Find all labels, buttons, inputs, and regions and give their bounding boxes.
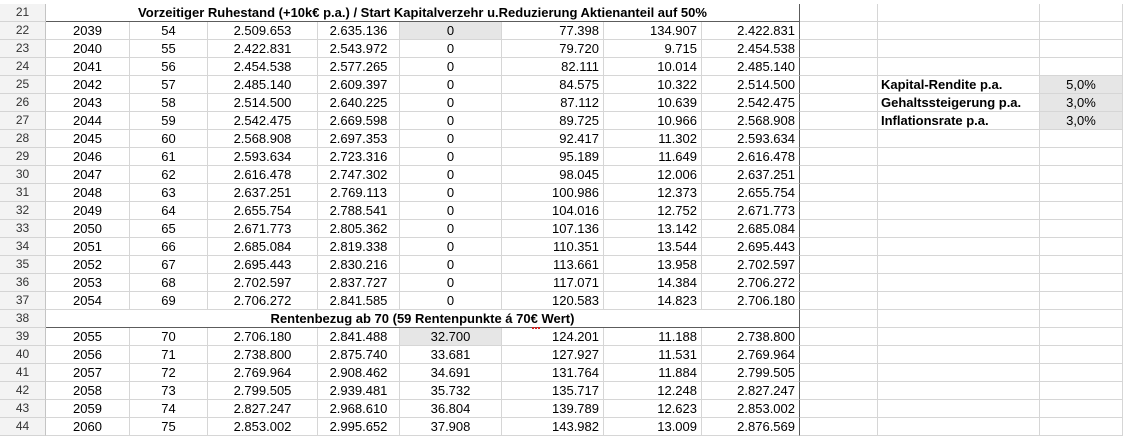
table-cell[interactable]: 9.715 bbox=[604, 40, 702, 58]
parameter-value[interactable]: 3,0% bbox=[1040, 112, 1123, 130]
table-cell[interactable]: 2.841.488 bbox=[318, 328, 400, 346]
empty-cell[interactable] bbox=[800, 148, 878, 166]
parameter-label[interactable]: Gehaltssteigerung p.a. bbox=[878, 94, 1040, 112]
table-cell[interactable]: 2053 bbox=[46, 274, 130, 292]
row-header[interactable]: 37 bbox=[0, 292, 46, 310]
table-cell[interactable]: 139.789 bbox=[502, 400, 604, 418]
empty-cell[interactable] bbox=[878, 274, 1040, 292]
empty-cell[interactable] bbox=[800, 184, 878, 202]
table-cell[interactable]: 10.639 bbox=[604, 94, 702, 112]
table-cell[interactable]: 2051 bbox=[46, 238, 130, 256]
parameter-value[interactable]: 3,0% bbox=[1040, 94, 1123, 112]
empty-cell[interactable] bbox=[878, 256, 1040, 274]
table-cell[interactable]: 2.485.140 bbox=[702, 58, 800, 76]
row-header[interactable]: 31 bbox=[0, 184, 46, 202]
empty-cell[interactable] bbox=[800, 166, 878, 184]
empty-cell[interactable] bbox=[1040, 364, 1123, 382]
table-cell[interactable]: 11.188 bbox=[604, 328, 702, 346]
table-cell[interactable]: 2045 bbox=[46, 130, 130, 148]
table-cell[interactable]: 0 bbox=[400, 58, 502, 76]
table-cell[interactable]: 2.841.585 bbox=[318, 292, 400, 310]
table-cell[interactable]: 131.764 bbox=[502, 364, 604, 382]
table-cell[interactable]: 2.702.597 bbox=[702, 256, 800, 274]
row-header[interactable]: 26 bbox=[0, 94, 46, 112]
table-cell[interactable]: 117.071 bbox=[502, 274, 604, 292]
empty-cell[interactable] bbox=[1040, 274, 1123, 292]
empty-cell[interactable] bbox=[800, 94, 878, 112]
table-cell[interactable]: 2039 bbox=[46, 22, 130, 40]
row-header[interactable]: 36 bbox=[0, 274, 46, 292]
table-cell[interactable]: 134.907 bbox=[604, 22, 702, 40]
table-cell[interactable]: 2056 bbox=[46, 346, 130, 364]
table-cell[interactable]: 2058 bbox=[46, 382, 130, 400]
table-cell[interactable]: 2.995.652 bbox=[318, 418, 400, 436]
table-cell[interactable]: 68 bbox=[130, 274, 208, 292]
empty-cell[interactable] bbox=[800, 130, 878, 148]
table-cell[interactable]: 2059 bbox=[46, 400, 130, 418]
empty-cell[interactable] bbox=[800, 364, 878, 382]
row-header[interactable]: 29 bbox=[0, 148, 46, 166]
table-cell[interactable]: 2.485.140 bbox=[208, 76, 318, 94]
empty-cell[interactable] bbox=[800, 76, 878, 94]
table-cell[interactable]: 63 bbox=[130, 184, 208, 202]
table-cell[interactable]: 2.637.251 bbox=[702, 166, 800, 184]
table-cell[interactable]: 2.827.247 bbox=[208, 400, 318, 418]
table-cell[interactable]: 2.609.397 bbox=[318, 76, 400, 94]
table-cell[interactable]: 2049 bbox=[46, 202, 130, 220]
row-header[interactable]: 23 bbox=[0, 40, 46, 58]
table-cell[interactable]: 2.875.740 bbox=[318, 346, 400, 364]
table-cell[interactable]: 2.640.225 bbox=[318, 94, 400, 112]
table-cell[interactable]: 33.681 bbox=[400, 346, 502, 364]
table-cell[interactable]: 2.769.964 bbox=[208, 364, 318, 382]
row-header[interactable]: 27 bbox=[0, 112, 46, 130]
row-header[interactable]: 44 bbox=[0, 418, 46, 436]
table-cell[interactable]: 12.752 bbox=[604, 202, 702, 220]
table-cell[interactable]: 127.927 bbox=[502, 346, 604, 364]
table-cell[interactable]: 2.671.773 bbox=[208, 220, 318, 238]
table-cell[interactable]: 37.908 bbox=[400, 418, 502, 436]
table-cell[interactable]: 62 bbox=[130, 166, 208, 184]
table-cell[interactable]: 2.819.338 bbox=[318, 238, 400, 256]
table-cell[interactable]: 71 bbox=[130, 346, 208, 364]
empty-cell[interactable] bbox=[878, 346, 1040, 364]
table-cell[interactable]: 2.568.908 bbox=[208, 130, 318, 148]
empty-cell[interactable] bbox=[1040, 22, 1123, 40]
table-cell[interactable]: 100.986 bbox=[502, 184, 604, 202]
table-cell[interactable]: 12.623 bbox=[604, 400, 702, 418]
table-cell[interactable]: 2.542.475 bbox=[208, 112, 318, 130]
empty-cell[interactable] bbox=[1040, 400, 1123, 418]
table-cell[interactable]: 135.717 bbox=[502, 382, 604, 400]
table-cell[interactable]: 2.593.634 bbox=[702, 130, 800, 148]
table-cell[interactable]: 0 bbox=[400, 274, 502, 292]
table-cell[interactable]: 2.788.541 bbox=[318, 202, 400, 220]
section-header-cell[interactable]: Vorzeitiger Ruhestand (+10k€ p.a.) / Start Kapitalverzehr u.Reduzierung Aktienanteil auf 50% bbox=[46, 4, 800, 22]
empty-cell[interactable] bbox=[800, 346, 878, 364]
table-cell[interactable]: 2.577.265 bbox=[318, 58, 400, 76]
table-cell[interactable]: 0 bbox=[400, 22, 502, 40]
parameter-label[interactable]: Kapital-Rendite p.a. bbox=[878, 76, 1040, 94]
empty-cell[interactable] bbox=[878, 292, 1040, 310]
table-cell[interactable]: 2044 bbox=[46, 112, 130, 130]
table-cell[interactable]: 0 bbox=[400, 256, 502, 274]
table-cell[interactable]: 2.509.653 bbox=[208, 22, 318, 40]
table-cell[interactable]: 2042 bbox=[46, 76, 130, 94]
table-cell[interactable]: 2.706.272 bbox=[208, 292, 318, 310]
table-cell[interactable]: 84.575 bbox=[502, 76, 604, 94]
empty-cell[interactable] bbox=[800, 112, 878, 130]
empty-cell[interactable] bbox=[800, 40, 878, 58]
table-cell[interactable]: 79.720 bbox=[502, 40, 604, 58]
table-cell[interactable]: 13.009 bbox=[604, 418, 702, 436]
table-cell[interactable]: 2.635.136 bbox=[318, 22, 400, 40]
table-cell[interactable]: 2.669.598 bbox=[318, 112, 400, 130]
table-cell[interactable]: 2.422.831 bbox=[208, 40, 318, 58]
table-cell[interactable]: 34.691 bbox=[400, 364, 502, 382]
row-header[interactable]: 38 bbox=[0, 310, 46, 328]
table-cell[interactable]: 11.302 bbox=[604, 130, 702, 148]
empty-cell[interactable] bbox=[800, 328, 878, 346]
table-cell[interactable]: 74 bbox=[130, 400, 208, 418]
empty-cell[interactable] bbox=[878, 310, 1040, 328]
empty-cell[interactable] bbox=[800, 310, 878, 328]
row-header[interactable]: 30 bbox=[0, 166, 46, 184]
empty-cell[interactable] bbox=[878, 148, 1040, 166]
table-cell[interactable]: 2.706.272 bbox=[702, 274, 800, 292]
table-cell[interactable]: 0 bbox=[400, 202, 502, 220]
empty-cell[interactable] bbox=[1040, 148, 1123, 166]
table-cell[interactable]: 2.514.500 bbox=[702, 76, 800, 94]
table-cell[interactable]: 2.799.505 bbox=[208, 382, 318, 400]
table-cell[interactable]: 2.695.443 bbox=[208, 256, 318, 274]
empty-cell[interactable] bbox=[878, 202, 1040, 220]
table-cell[interactable]: 0 bbox=[400, 238, 502, 256]
table-cell[interactable]: 2043 bbox=[46, 94, 130, 112]
empty-cell[interactable] bbox=[878, 130, 1040, 148]
empty-cell[interactable] bbox=[1040, 328, 1123, 346]
empty-cell[interactable] bbox=[1040, 418, 1123, 436]
table-cell[interactable]: 2.568.908 bbox=[702, 112, 800, 130]
row-header[interactable]: 28 bbox=[0, 130, 46, 148]
row-header[interactable]: 22 bbox=[0, 22, 46, 40]
table-cell[interactable]: 2.685.084 bbox=[702, 220, 800, 238]
table-cell[interactable]: 2.514.500 bbox=[208, 94, 318, 112]
table-cell[interactable]: 0 bbox=[400, 184, 502, 202]
empty-cell[interactable] bbox=[878, 40, 1040, 58]
table-cell[interactable]: 58 bbox=[130, 94, 208, 112]
row-header[interactable]: 33 bbox=[0, 220, 46, 238]
table-cell[interactable]: 32.700 bbox=[400, 328, 502, 346]
empty-cell[interactable] bbox=[878, 400, 1040, 418]
table-cell[interactable]: 89.725 bbox=[502, 112, 604, 130]
table-cell[interactable]: 2.655.754 bbox=[208, 202, 318, 220]
empty-cell[interactable] bbox=[1040, 256, 1123, 274]
table-cell[interactable]: 2040 bbox=[46, 40, 130, 58]
table-cell[interactable]: 2.799.505 bbox=[702, 364, 800, 382]
empty-cell[interactable] bbox=[878, 58, 1040, 76]
row-header[interactable]: 41 bbox=[0, 364, 46, 382]
empty-cell[interactable] bbox=[1040, 130, 1123, 148]
empty-cell[interactable] bbox=[1040, 310, 1123, 328]
table-cell[interactable]: 14.384 bbox=[604, 274, 702, 292]
empty-cell[interactable] bbox=[800, 220, 878, 238]
table-cell[interactable]: 67 bbox=[130, 256, 208, 274]
row-header[interactable]: 43 bbox=[0, 400, 46, 418]
table-cell[interactable]: 77.398 bbox=[502, 22, 604, 40]
table-cell[interactable]: 2047 bbox=[46, 166, 130, 184]
table-cell[interactable]: 2.671.773 bbox=[702, 202, 800, 220]
table-cell[interactable]: 0 bbox=[400, 76, 502, 94]
table-cell[interactable]: 11.531 bbox=[604, 346, 702, 364]
row-header[interactable]: 39 bbox=[0, 328, 46, 346]
table-cell[interactable]: 110.351 bbox=[502, 238, 604, 256]
table-cell[interactable]: 2.695.443 bbox=[702, 238, 800, 256]
table-cell[interactable]: 35.732 bbox=[400, 382, 502, 400]
table-cell[interactable]: 2.593.634 bbox=[208, 148, 318, 166]
table-cell[interactable]: 2.939.481 bbox=[318, 382, 400, 400]
table-cell[interactable]: 0 bbox=[400, 220, 502, 238]
empty-cell[interactable] bbox=[1040, 4, 1123, 22]
empty-cell[interactable] bbox=[878, 184, 1040, 202]
empty-cell[interactable] bbox=[800, 202, 878, 220]
empty-cell[interactable] bbox=[800, 292, 878, 310]
table-cell[interactable]: 2.542.475 bbox=[702, 94, 800, 112]
empty-cell[interactable] bbox=[800, 256, 878, 274]
table-cell[interactable]: 12.006 bbox=[604, 166, 702, 184]
empty-cell[interactable] bbox=[800, 4, 878, 22]
table-cell[interactable]: 2.805.362 bbox=[318, 220, 400, 238]
empty-cell[interactable] bbox=[800, 22, 878, 40]
table-cell[interactable]: 143.982 bbox=[502, 418, 604, 436]
parameter-value[interactable]: 5,0% bbox=[1040, 76, 1123, 94]
row-header[interactable]: 32 bbox=[0, 202, 46, 220]
table-cell[interactable]: 2.685.084 bbox=[208, 238, 318, 256]
table-cell[interactable]: 2.454.538 bbox=[702, 40, 800, 58]
table-cell[interactable]: 2.702.597 bbox=[208, 274, 318, 292]
table-cell[interactable]: 107.136 bbox=[502, 220, 604, 238]
table-cell[interactable]: 2.454.538 bbox=[208, 58, 318, 76]
table-cell[interactable]: 65 bbox=[130, 220, 208, 238]
empty-cell[interactable] bbox=[800, 58, 878, 76]
table-cell[interactable]: 2.706.180 bbox=[208, 328, 318, 346]
table-cell[interactable]: 92.417 bbox=[502, 130, 604, 148]
table-cell[interactable]: 2.830.216 bbox=[318, 256, 400, 274]
empty-cell[interactable] bbox=[800, 274, 878, 292]
table-cell[interactable]: 95.189 bbox=[502, 148, 604, 166]
table-cell[interactable]: 2.706.180 bbox=[702, 292, 800, 310]
empty-cell[interactable] bbox=[800, 400, 878, 418]
row-header[interactable]: 40 bbox=[0, 346, 46, 364]
table-cell[interactable]: 0 bbox=[400, 94, 502, 112]
table-cell[interactable]: 11.884 bbox=[604, 364, 702, 382]
table-cell[interactable]: 13.958 bbox=[604, 256, 702, 274]
table-cell[interactable]: 82.111 bbox=[502, 58, 604, 76]
table-cell[interactable]: 54 bbox=[130, 22, 208, 40]
table-cell[interactable]: 14.823 bbox=[604, 292, 702, 310]
empty-cell[interactable] bbox=[1040, 220, 1123, 238]
table-cell[interactable]: 2.616.478 bbox=[208, 166, 318, 184]
empty-cell[interactable] bbox=[878, 4, 1040, 22]
table-cell[interactable]: 0 bbox=[400, 148, 502, 166]
table-cell[interactable]: 57 bbox=[130, 76, 208, 94]
table-cell[interactable]: 2046 bbox=[46, 148, 130, 166]
table-cell[interactable]: 0 bbox=[400, 166, 502, 184]
table-cell[interactable]: 66 bbox=[130, 238, 208, 256]
table-cell[interactable]: 2.543.972 bbox=[318, 40, 400, 58]
table-cell[interactable]: 2041 bbox=[46, 58, 130, 76]
empty-cell[interactable] bbox=[1040, 238, 1123, 256]
table-cell[interactable]: 2.697.353 bbox=[318, 130, 400, 148]
table-cell[interactable]: 75 bbox=[130, 418, 208, 436]
table-cell[interactable]: 70 bbox=[130, 328, 208, 346]
table-cell[interactable]: 2.876.569 bbox=[702, 418, 800, 436]
empty-cell[interactable] bbox=[878, 220, 1040, 238]
table-cell[interactable]: 56 bbox=[130, 58, 208, 76]
table-cell[interactable]: 2057 bbox=[46, 364, 130, 382]
empty-cell[interactable] bbox=[800, 238, 878, 256]
table-cell[interactable]: 2.853.002 bbox=[208, 418, 318, 436]
table-cell[interactable]: 2.637.251 bbox=[208, 184, 318, 202]
table-cell[interactable]: 10.966 bbox=[604, 112, 702, 130]
table-cell[interactable]: 0 bbox=[400, 130, 502, 148]
table-cell[interactable]: 0 bbox=[400, 40, 502, 58]
row-header[interactable]: 42 bbox=[0, 382, 46, 400]
empty-cell[interactable] bbox=[1040, 184, 1123, 202]
empty-cell[interactable] bbox=[878, 418, 1040, 436]
table-cell[interactable]: 2060 bbox=[46, 418, 130, 436]
table-cell[interactable]: 2.655.754 bbox=[702, 184, 800, 202]
table-cell[interactable]: 2.738.800 bbox=[208, 346, 318, 364]
table-cell[interactable]: 2.747.302 bbox=[318, 166, 400, 184]
empty-cell[interactable] bbox=[1040, 292, 1123, 310]
table-cell[interactable]: 69 bbox=[130, 292, 208, 310]
table-cell[interactable]: 2.827.247 bbox=[702, 382, 800, 400]
empty-cell[interactable] bbox=[878, 328, 1040, 346]
row-header[interactable]: 35 bbox=[0, 256, 46, 274]
table-cell[interactable]: 113.661 bbox=[502, 256, 604, 274]
row-header[interactable]: 25 bbox=[0, 76, 46, 94]
table-cell[interactable]: 98.045 bbox=[502, 166, 604, 184]
empty-cell[interactable] bbox=[1040, 166, 1123, 184]
table-cell[interactable]: 2.422.831 bbox=[702, 22, 800, 40]
table-cell[interactable]: 12.248 bbox=[604, 382, 702, 400]
empty-cell[interactable] bbox=[878, 22, 1040, 40]
table-cell[interactable]: 124.201 bbox=[502, 328, 604, 346]
table-cell[interactable]: 2050 bbox=[46, 220, 130, 238]
table-cell[interactable]: 104.016 bbox=[502, 202, 604, 220]
empty-cell[interactable] bbox=[1040, 202, 1123, 220]
table-cell[interactable]: 72 bbox=[130, 364, 208, 382]
table-cell[interactable]: 12.373 bbox=[604, 184, 702, 202]
empty-cell[interactable] bbox=[800, 418, 878, 436]
empty-cell[interactable] bbox=[878, 364, 1040, 382]
table-cell[interactable]: 36.804 bbox=[400, 400, 502, 418]
table-cell[interactable]: 2054 bbox=[46, 292, 130, 310]
empty-cell[interactable] bbox=[878, 238, 1040, 256]
table-cell[interactable]: 11.649 bbox=[604, 148, 702, 166]
table-cell[interactable]: 13.142 bbox=[604, 220, 702, 238]
table-cell[interactable]: 2048 bbox=[46, 184, 130, 202]
table-cell[interactable]: 55 bbox=[130, 40, 208, 58]
table-cell[interactable]: 2.723.316 bbox=[318, 148, 400, 166]
table-cell[interactable]: 120.583 bbox=[502, 292, 604, 310]
table-cell[interactable]: 2.968.610 bbox=[318, 400, 400, 418]
table-cell[interactable]: 2.908.462 bbox=[318, 364, 400, 382]
empty-cell[interactable] bbox=[878, 382, 1040, 400]
table-cell[interactable]: 0 bbox=[400, 292, 502, 310]
table-cell[interactable]: 2.769.964 bbox=[702, 346, 800, 364]
empty-cell[interactable] bbox=[1040, 346, 1123, 364]
table-cell[interactable]: 2055 bbox=[46, 328, 130, 346]
empty-cell[interactable] bbox=[1040, 382, 1123, 400]
parameter-label[interactable]: Inflationsrate p.a. bbox=[878, 112, 1040, 130]
table-cell[interactable]: 0 bbox=[400, 112, 502, 130]
table-cell[interactable]: 2.853.002 bbox=[702, 400, 800, 418]
table-cell[interactable]: 2052 bbox=[46, 256, 130, 274]
table-cell[interactable]: 2.837.727 bbox=[318, 274, 400, 292]
table-cell[interactable]: 2.738.800 bbox=[702, 328, 800, 346]
table-cell[interactable]: 2.769.113 bbox=[318, 184, 400, 202]
table-cell[interactable]: 87.112 bbox=[502, 94, 604, 112]
table-cell[interactable]: 60 bbox=[130, 130, 208, 148]
table-cell[interactable]: 59 bbox=[130, 112, 208, 130]
empty-cell[interactable] bbox=[800, 382, 878, 400]
table-cell[interactable]: 10.322 bbox=[604, 76, 702, 94]
section-header-cell[interactable]: Rentenbezug ab 70 (59 Rentenpunkte á 70€ Wert) bbox=[46, 310, 800, 328]
row-header[interactable]: 24 bbox=[0, 58, 46, 76]
row-header[interactable]: 34 bbox=[0, 238, 46, 256]
table-cell[interactable]: 64 bbox=[130, 202, 208, 220]
table-cell[interactable]: 61 bbox=[130, 148, 208, 166]
row-header[interactable]: 21 bbox=[0, 4, 46, 22]
table-cell[interactable]: 13.544 bbox=[604, 238, 702, 256]
empty-cell[interactable] bbox=[1040, 58, 1123, 76]
empty-cell[interactable] bbox=[878, 166, 1040, 184]
empty-cell[interactable] bbox=[1040, 40, 1123, 58]
table-cell[interactable]: 10.014 bbox=[604, 58, 702, 76]
table-cell[interactable]: 73 bbox=[130, 382, 208, 400]
table-cell[interactable]: 2.616.478 bbox=[702, 148, 800, 166]
